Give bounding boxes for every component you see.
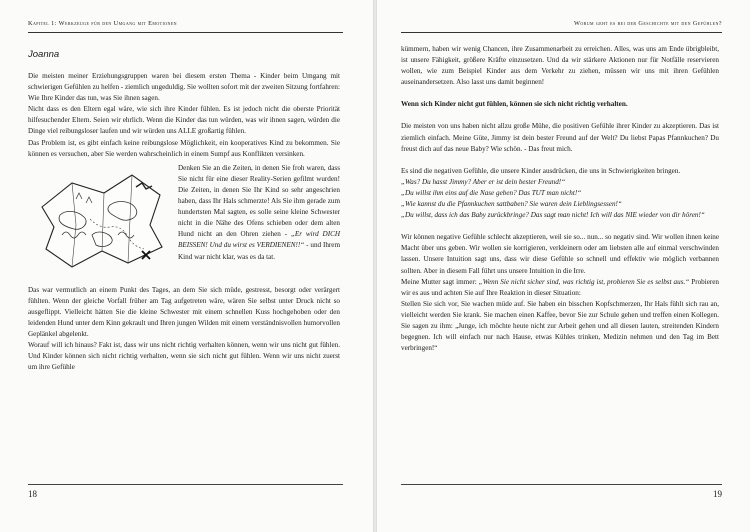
running-head-right: Worum geht es bei der Geschichte mit den Gefühlen? <box>574 20 722 27</box>
text-run: - und Ihrem Kind war nicht klar, was es da tat. <box>178 241 340 261</box>
header-rule <box>401 32 722 33</box>
treasure-map-illustration <box>32 165 170 275</box>
quote-line: „Was? Du hasst Jimmy? Aber er ist dein bester Freund!“ <box>401 177 566 186</box>
quoted-text: „Wenn Sie nicht sicher sind, was richtig ist, probieren Sie es selbst aus.“ <box>478 277 690 286</box>
left-text-column <box>28 44 340 374</box>
page-number-left: 18 <box>28 489 37 499</box>
quote-line: „Wie kannst du die Pfannkuchen sattbaben? Sie waren dein Lieblingsessen!“ <box>401 200 622 209</box>
bold-statement: Wenn sich Kinder nicht gut fühlen, können sie sich nicht richtig verhalten. <box>401 100 628 109</box>
quote-line: „Du willst ihm eins auf die Nase geben? Das TUT man nicht!“ <box>401 188 582 197</box>
right-page <box>377 0 750 532</box>
footer-rule <box>401 484 722 485</box>
text-run: Probieren wir es aus und achten Sie auf Ihre Reaktion in dieser Situation: <box>401 277 719 297</box>
wrapped-paragraph <box>178 163 340 263</box>
paragraph: Nicht dass es den Eltern egal wäre, wie sich ihre Kinder fühlen. Es ist jedoch nicht die oberste Priorität hilfesuchender Eltern. Seien wir ehrlich. Wenn die Kinder das tun würden, was wir ihnen sagen, würden die Dinge viel reibungsloser laufen und wir würden uns ALLE großartig fühlen. <box>28 105 340 136</box>
left-page <box>0 0 373 532</box>
section-heading: Joanna <box>28 49 60 60</box>
paragraph: Die meisten meiner Erziehungsgruppen waren bei diesem ersten Thema - Kinder beim Umgang mit schwierigen Gefühlen zu helfen - ziemlich ungeduldig. Sie wollten sofort mit der zweiten Sitzung fortfahren: Wie Ihre Kinder das tun, was Sie ihnen sagen. <box>28 72 340 103</box>
quote-line: „Du willst, dass ich das Baby zurückbringe? Das sagt man nicht! Ich will das NIE wieder von dir hören!“ <box>401 211 705 220</box>
footer-rule <box>28 484 343 485</box>
quoted-text: „Er wird DICH BEISSEN! Und du wirst es VERDIENEN!!“ <box>178 230 341 250</box>
text-run: Meine Mutter sagt immer: <box>401 277 479 286</box>
paragraph: Das war vermutlich an einem Punkt des Tages, an dem Sie sich müde, gestresst, besorgt oder verärgert fühlten. Wenn der gleiche Vorfall früher am Tag aufgetreten wäre, wären Sie selbst unter Druck nicht so ausgeflippt. Vielleicht hätten Sie die kleine Schwester mit einem schnellen Kuss hochgehoben oder den leidenden Hund unter dem Kinn gekrault und Ihren jungen Wilden mit einem verständnisvollen humorvollen Geplänkel abgelenkt. <box>28 285 340 339</box>
key-statement <box>401 99 719 110</box>
paragraph: kümmern, haben wir wenig Chancen, ihre Zusammenarbeit zu erreichen. Alles, was uns am Ende übrigbleibt, ist unsere Fähigkeit, größere Kräfte einzusetzen. Und da wir stärkere Aktionen nur für Notfälle reservieren wollen, wie zum Beispiel Kinder aus dem Verkehr zu ziehen, müssen wir uns mit ihren Gefühlen auseinandersetzen. Also lasst uns damit beginnen! <box>401 45 719 87</box>
paragraph: Stellen Sie sich vor, Sie wachen müde auf. Sie haben ein bisschen Kopfschmerzen, Ihr Hals fühlt sich rau an, vielleicht werden Sie krank. Sie machen einen Kaffee, bevor Sie zur Schule gehen und treffen einen Kollegen. Sie sagen zu ihm: „Junge, ich möchte heute nicht zur Arbeit gehen und all diesen lauten, streitenden Kindern begegnen. Ich will einfach nur nach Hause, etwas Kühles trinken, Medizin nehmen und den Tag im Bett verbringen!“ <box>401 299 719 353</box>
paragraph: Das Problem ist, es gibt einfach keine reibungslose Möglichkeit, ein kooperatives Kind zu bekommen. Sie können es versuchen, aber Sie werden wahrscheinlich in einem Sumpf aus Konflikten versinken. <box>28 138 340 158</box>
text-run: Denken Sie an die Zeiten, in denen Sie froh waren, dass Sie nicht für eine dieser Reality-Serien gefilmt wurden! Die Zeiten, in denen Sie Ihr Kind so sehr angeschrien haben, dass Ihr Hals schmerzte! Als Sie ihm gerade zum hundertsten Mal sagten, es solle seine kleine Schwester nicht in die Nähe des Ofens schieben oder dem alten Hund nicht an den Ohren ziehen - <box>178 163 340 239</box>
running-head-left: Kapitel 1: Werkzeuge für den Umgang mit Emotionen <box>28 20 177 27</box>
paragraph <box>401 277 719 299</box>
header-rule <box>28 32 343 33</box>
right-text-column <box>401 44 719 354</box>
paragraph: Es sind die negativen Gefühle, die unsere Kinder ausdrücken, die uns in Schwierigkeiten bringen. <box>401 166 681 175</box>
page-number-right: 19 <box>713 489 722 499</box>
paragraph: Die meisten von uns haben nicht allzu große Mühe, die positiven Gefühle ihrer Kinder zu akzeptieren. Das ist ziemlich einfach. Meine Güte, Jimmy ist dein bester Freund auf der Welt? Du liebst Papas Pfannkuchen? Du freust dich auf das neue Baby? Wie schön. - Das freut mich. <box>401 122 719 153</box>
paragraph: Worauf will ich hinaus? Fakt ist, dass wir uns nicht richtig verhalten können, wenn wir uns nicht gut fühlen. Und Kinder können sich nicht richtig verhalten, wenn sie sich nicht gut fühlen. Wenn wir uns nicht zuerst um ihre Gefühle <box>28 341 340 372</box>
paragraph: Wir können negative Gefühle schlecht akzeptieren, weil sie so... nun... so negativ sind. Wir wollen ihnen keine Macht über uns geben. Wir wollen sie korrigieren, verkleinern oder am liebsten alle auf einmal verschwinden lassen. Unsere Intuition sagt uns, dass wir diese Gefühle so schnell und effektiv wie möglich verbannen sollten. Aber in diesem Fall führt uns unsere Intuition in die Irre. <box>401 233 719 275</box>
illustrated-passage <box>28 163 340 285</box>
